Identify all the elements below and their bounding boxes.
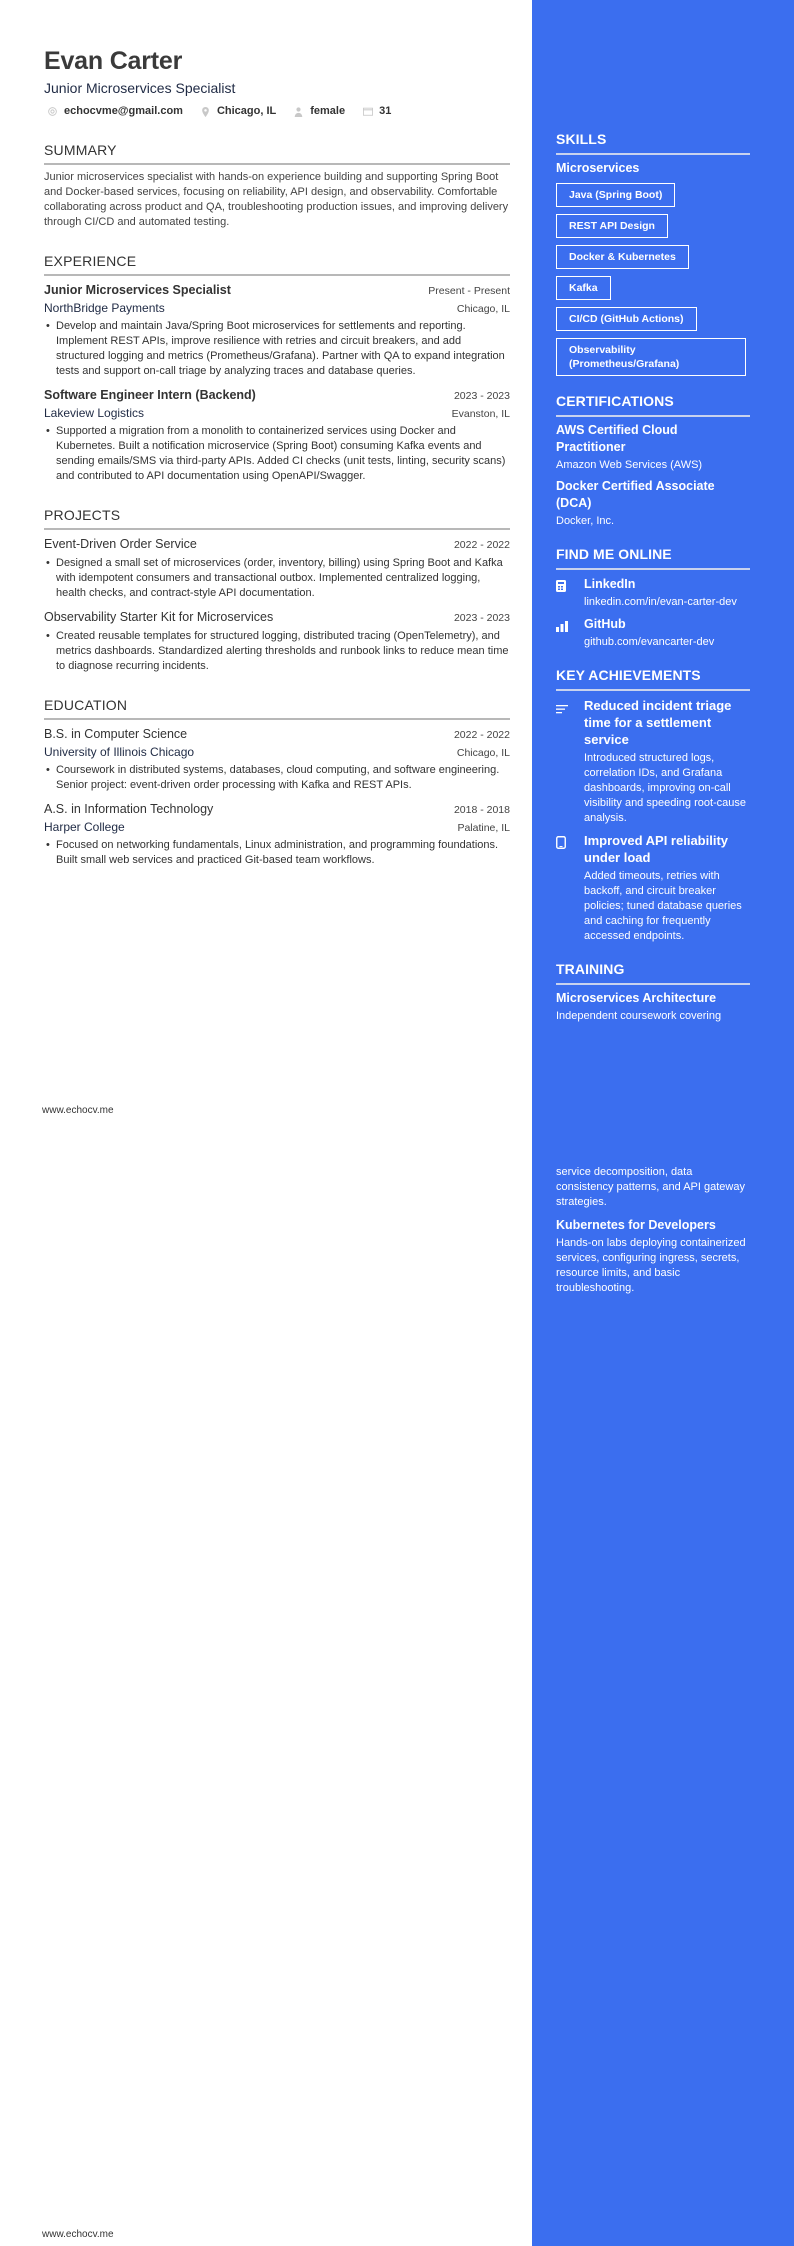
training-name: Kubernetes for Developers [556,1218,716,1232]
cert-issuer: Amazon Web Services (AWS) [556,459,703,471]
education-section [44,696,510,868]
training-desc-continued: service decomposition, data consistency patterns, and API gateway strategies. [556,1166,745,1208]
achievement-item [556,832,750,944]
training-section [556,960,750,1024]
entry-bullet: • Created reusable templates for structured logging, distributed tracing (OpenTelemetry), and metrics dashboards. Standardized alerting thresholds and runbook links to reduce mean time to diagnose recurring incidents. [44,629,510,674]
entry-title: B.S. in Computer Science [44,727,188,741]
candidate-role: Junior Microservices Specialist [44,80,236,96]
section-title: EDUCATION [44,696,510,720]
entry-dates: 2022 - 2022 [453,539,510,551]
skill-chip: CI/CD (GitHub Actions) [556,307,697,331]
contact-location [197,103,276,119]
achievement-title: Reduced incident triage time for a settlement service [584,698,732,747]
contact-gender-value: female [310,105,346,117]
achievements-section [556,666,750,944]
summary-text: Junior microservices specialist with hands-on experience building and supporting Spring Boot and Docker-based services, focusing on reliability, API design, and observability. Comfortable collaborating across product and QA, troubleshooting production issues, and improving delivery through CI/CD and automated testing. [44,171,509,228]
entry-organization: Harper College [44,820,125,834]
experience-section [44,252,510,484]
footer-url[interactable]: www.echocv.me [42,2229,114,2240]
online-item-linkedin[interactable] [556,576,750,610]
entry-bullet: • Develop and maintain Java/Spring Boot microservices for settlements and reporting. Implement REST APIs, improve resilience with retries and circuit breakers, and add structured logging and metrics (Prometheus/Grafana). Partner with QA to expand integration tests and support on-call triage by analyzing traces and database queries. [44,319,510,379]
online-name: LinkedIn [584,577,636,591]
experience-entry [44,387,510,484]
cert-issuer: Docker, Inc. [556,515,615,527]
skill-chip: Java (Spring Boot) [556,183,675,207]
sidebar [556,130,750,1040]
contact-location-value: Chicago, IL [216,105,277,117]
github-icon [556,616,584,650]
device-icon [556,832,584,944]
achievement-item [556,697,750,826]
at-icon [48,107,57,116]
entry-dates: 2023 - 2023 [453,612,510,624]
entry-organization: University of Illinois Chicago [44,745,195,759]
entry-dates: 2023 - 2023 [453,390,510,402]
entry-dates: 2022 - 2022 [453,729,510,741]
candidate-name: Evan Carter [44,47,183,75]
skill-group-title: Microservices [556,161,640,175]
online-item-github[interactable] [556,616,750,650]
entry-title: Junior Microservices Specialist [44,283,231,297]
footer-url[interactable]: www.echocv.me [42,1105,114,1116]
location-pin-icon [201,107,210,116]
entry-bullet: • Coursework in distributed systems, databases, cloud computing, and software engineering. Senior project: event-driven order processing with Kafka and REST APIs. [44,763,510,793]
contact-email[interactable] [44,103,183,119]
education-entry [44,726,510,793]
entry-bullet: • Supported a migration from a monolith to containerized services using Docker and Kubernetes. Built a notification microservice (Spring Boot) consuming Kafka events and sending emails/SMS via third-party APIs. Added CI checks (unit tests, linting, security scans) and contributed to API documentation using OpenAPI/Swagger. [44,424,510,484]
section-title: CERTIFICATIONS [556,392,750,417]
main-column [44,46,510,868]
entry-title: Software Engineer Intern (Backend) [44,388,256,402]
cert-name: Docker Certified Associate (DCA) [556,479,715,510]
entry-bullet: • Focused on networking fundamentals, Linux administration, and programming foundations. Built small web services and practiced Git-based team workflows. [44,838,510,868]
training-desc: Hands-on labs deploying containerized services, configuring ingress, secrets, resource limits, and basic troubleshooting. [556,1237,746,1294]
sidebar-continued [556,1165,750,1296]
section-title: SUMMARY [44,141,510,165]
calendar-icon [363,107,372,116]
skill-chip: Kafka [556,276,611,300]
contact-row [44,103,510,119]
education-entry [44,801,510,868]
skill-chip: REST API Design [556,214,668,238]
skills-section [556,130,750,376]
entry-title: Event-Driven Order Service [44,537,197,551]
online-url[interactable]: github.com/evancarter-dev [584,636,715,648]
online-name: GitHub [584,617,626,631]
entry-location: Evanston, IL [451,408,510,420]
project-entry [44,536,510,601]
skill-chip: Observability (Prometheus/Grafana) [556,338,746,376]
entry-location: Chicago, IL [456,747,510,759]
achievement-desc: Added timeouts, retries with backoff, and circuit breaker policies; tuned database queries and caching for frequently accessed endpoints. [584,870,742,942]
experience-entry [44,282,510,379]
entry-title: Observability Starter Kit for Microservices [44,610,274,624]
skill-chips [556,176,750,376]
summary-section [44,141,510,230]
achievement-title: Improved API reliability under load [584,833,729,865]
online-url[interactable]: linkedin.com/in/evan-carter-dev [584,596,737,608]
online-section [556,545,750,650]
lines-icon [556,697,584,826]
skill-chip: Docker & Kubernetes [556,245,689,269]
entry-organization: Lakeview Logistics [44,406,145,420]
certifications-section [556,392,750,529]
training-name: Microservices Architecture [556,991,717,1005]
achievement-desc: Introduced structured logs, correlation IDs, and Grafana dashboards, improving on-call visibility and speeding root-cause analysis. [584,752,747,824]
entry-location: Chicago, IL [456,303,510,315]
section-title: TRAINING [556,960,750,985]
section-title: FIND ME ONLINE [556,545,750,570]
contact-email-value: echocvme@gmail.com [64,105,183,117]
project-entry [44,609,510,674]
section-title: EXPERIENCE [44,252,510,276]
entry-dates: Present - Present [428,285,510,297]
contact-age [359,103,391,119]
contact-gender [290,103,345,119]
section-title: PROJECTS [44,506,510,530]
training-desc: Independent coursework covering [556,1010,722,1022]
entry-bullet: • Designed a small set of microservices (order, inventory, billing) using Spring Boot and Kafka with idempotent consumers and transactional outbox. Implemented centralized logging, health checks, and contract-style API documentation. [44,556,510,601]
section-title: SKILLS [556,130,750,155]
contact-age-value: 31 [379,105,392,117]
cert-name: AWS Certified Cloud Practitioner [556,423,678,454]
linkedin-icon [556,576,584,610]
person-icon [294,107,303,116]
entry-title: A.S. in Information Technology [44,802,214,816]
entry-organization: NorthBridge Payments [44,301,165,315]
entry-location: Palatine, IL [457,822,510,834]
projects-section [44,506,510,674]
entry-dates: 2018 - 2018 [453,804,510,816]
section-title: KEY ACHIEVEMENTS [556,666,750,691]
